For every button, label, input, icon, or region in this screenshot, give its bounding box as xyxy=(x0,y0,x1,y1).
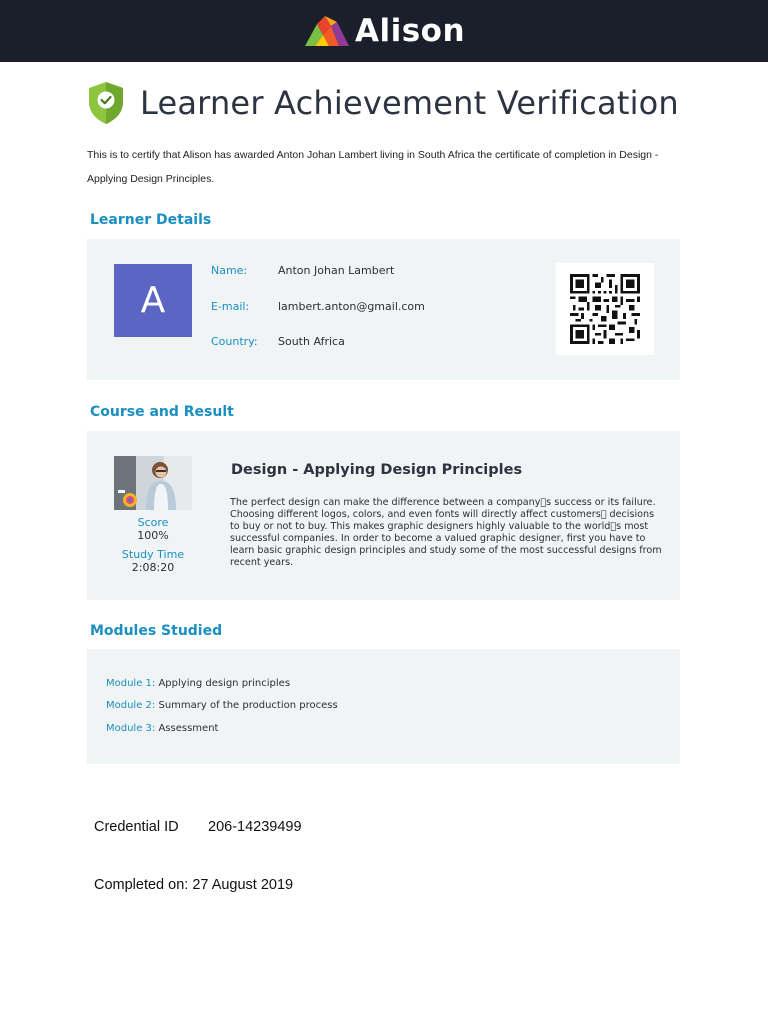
course-thumbnail-image xyxy=(114,456,192,510)
modules-studied-heading: Modules Studied xyxy=(90,623,223,639)
top-bar xyxy=(0,0,768,62)
score-value: 100% xyxy=(137,529,169,542)
module-item xyxy=(106,700,338,711)
completed-on: Completed on: 27 August 2019 xyxy=(94,877,294,893)
module-item xyxy=(106,723,218,734)
page-title: Learner Achievement Verification xyxy=(140,84,679,122)
country-value: South Africa xyxy=(278,335,345,348)
qr-code[interactable] xyxy=(556,263,654,355)
email-label: E-mail: xyxy=(211,300,250,313)
modules-panel xyxy=(87,649,680,764)
course-result-panel xyxy=(87,431,680,600)
title-row xyxy=(86,80,679,126)
certificate-intro: This is to certify that Alison has awarded Anton Johan Lambert living in South Africa the certificate of completion in Design - Applying Design Principles. xyxy=(87,149,659,185)
name-label: Name: xyxy=(211,264,248,277)
course-result-heading: Course and Result xyxy=(90,404,234,420)
module-label: Module 1: xyxy=(106,678,156,689)
module-value: Summary of the production process xyxy=(158,700,338,711)
alison-logo[interactable] xyxy=(303,13,465,49)
country-label: Country: xyxy=(211,335,258,348)
name-value: Anton Johan Lambert xyxy=(278,264,395,277)
learner-details-panel xyxy=(87,239,680,380)
credential-id-value: 206-14239499 xyxy=(208,819,302,835)
study-time-value: 2:08:20 xyxy=(131,561,175,574)
avatar: A xyxy=(114,264,192,337)
study-time-label: Study Time xyxy=(121,548,185,561)
module-label: Module 3: xyxy=(106,723,156,734)
qr-code-icon xyxy=(568,274,642,344)
course-thumbnail xyxy=(114,456,192,510)
module-value: Applying design principles xyxy=(158,678,291,689)
course-description: The perfect design can make the difference between a company s success or its failure. Choosing different logos, colors, and even fonts will directly affect customers  decisions to buy or not to buy. This makes graphic designers highly valuable to the world s most successful companies. In order to become a valued graphic designer, first you have to learn basic graphic design principles and study some of the most successful designs from recent years. xyxy=(230,497,662,568)
module-item xyxy=(106,678,290,689)
verified-shield-icon xyxy=(86,80,126,126)
alison-logo-icon xyxy=(303,14,351,48)
learner-details-heading: Learner Details xyxy=(90,212,212,228)
credential-id-label: Credential ID xyxy=(94,819,179,835)
course-title: Design - Applying Design Principles xyxy=(231,462,523,478)
module-value: Assessment xyxy=(158,723,219,734)
module-label: Module 2: xyxy=(106,700,156,711)
email-value: lambert.anton@gmail.com xyxy=(278,300,425,313)
score-label: Score xyxy=(137,516,169,529)
alison-logo-text: Alison xyxy=(354,13,466,49)
